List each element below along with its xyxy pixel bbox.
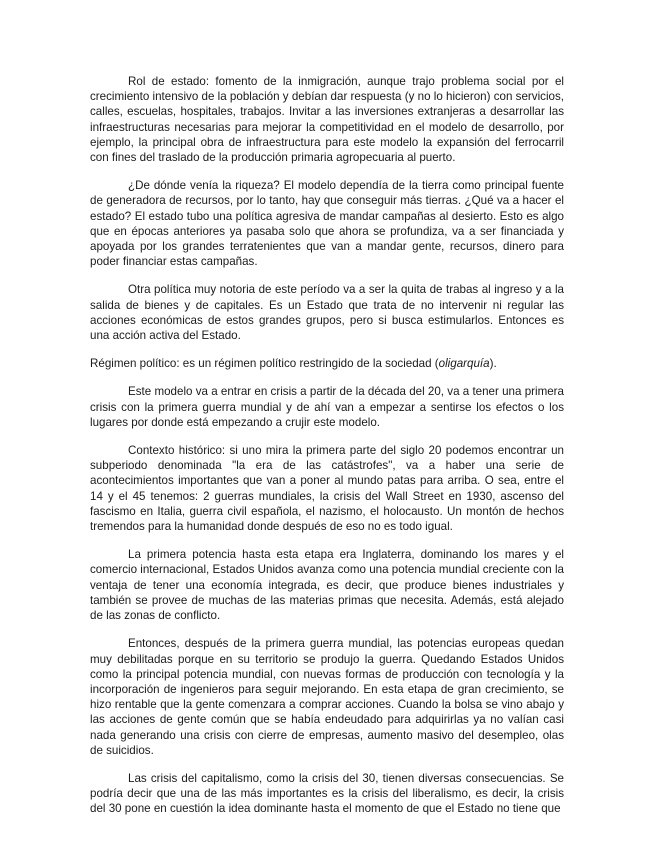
regimen-text-after: ). bbox=[489, 357, 497, 371]
document-page bbox=[90, 74, 564, 817]
paragraph-crisis-capitalismo: Las crisis del capitalismo, como la crisis del 30, tienen diversas consecuencias. Se podría decir que una de las más importantes es la crisis del liberalismo, es decir, la crisis del 30 pone en cuestión la idea dominante hasta el momento de que el Estado no tiene que bbox=[90, 771, 564, 816]
paragraph-primera-potencia: La primera potencia hasta esta etapa era Inglaterra, dominando los mares y el comercio internacional, Estados Unidos avanza como una potencia mundial creciente con la ventaja de tener una economía integrada, es decir, que produce bienes industriales y también se provee de muchas de las materias primas que necesita. Además, está alejado de las zonas de conflicto. bbox=[90, 548, 564, 623]
regimen-text-before: Régimen político: es un régimen político restringido de la sociedad ( bbox=[90, 357, 439, 371]
paragraph-riqueza: ¿De dónde venía la riqueza? El modelo dependía de la tierra como principal fuente de generadora de recursos, por lo tanto, hay que conseguir más tierras. ¿Qué va a hacer el estado? El estado tubo una política agresiva de mandar campañas al desierto. Esto es algo que en épocas anteriores ya pasaba solo que ahora se profundiza, va a ser financiada y apoyada por los grandes terratenientes que van a mandar gente, recursos, dinero para poder financiar estas campañas. bbox=[90, 179, 564, 269]
paragraph-rol-estado: Rol de estado: fomento de la inmigración, aunque trajo problema social por el crecimiento intensivo de la población y debían dar respuesta (y no lo hicieron) con servicios, calles, escuelas, hospitales, trabajos. Invitar a las inversiones extranjeras a desarrollar las infraestructuras necesarias para mejorar la competitividad en el modelo de desarrollo, por ejemplo, la principal obra de infraestructura para este modelo la expansión del ferrocarril con fines del traslado de la producción primaria agropecuaria al puerto. bbox=[90, 75, 564, 165]
regimen-emphasis: oligarquía bbox=[438, 357, 490, 371]
paragraph-politica-trabas: Otra política muy notoria de este período va a ser la quita de trabas al ingreso y a la salida de bienes y de capitales. Es un Estado que trata de no intervenir ni regular las acciones económicas de estos grandes grupos, pero si busca estimularlos. Entonces es una acción activa del Estado. bbox=[90, 283, 564, 343]
paragraph-crisis-modelo: Este modelo va a entrar en crisis a partir de la década del 20, va a tener una primera crisis con la primera guerra mundial y de ahí van a empezar a sentirse los efectos o los lugares por donde está empezando a crujir este modelo. bbox=[90, 385, 564, 429]
paragraph-regimen-politico bbox=[90, 356, 564, 371]
paragraph-despues-guerra: Entonces, después de la primera guerra mundial, las potencias europeas quedan muy debilitadas porque en su territorio se produjo la guerra. Quedando Estados Unidos como la principal potencia mundial, con nuevas formas de producción con tecnología y la incorporación de ingenieros para seguir mejorando. En esta etapa de gran crecimiento, se hizo rentable que la gente comenzara a comprar acciones. Cuando la bolsa se vino abajo y las acciones de gente común que se había endeudado para adquirirlas ya no valían casi nada generando una crisis con cierre de empresas, aumento masivo del desempleo, olas de suicidios. bbox=[90, 637, 564, 757]
paragraph-contexto-historico: Contexto histórico: si uno mira la primera parte del siglo 20 podemos encontrar un subperiodo denominada "la era de las catástrofes", va a haber una serie de acontecimientos importantes que van a poner al mundo patas para arriba. O sea, entre el 14 y el 45 tenemos: 2 guerras mundiales, la crisis del Wall Street en 1930, ascenso del fascismo en Italia, guerra civil española, el nazismo, el holocausto. Un montón de hechos tremendos para la humanidad donde después de eso no es todo igual. bbox=[90, 444, 564, 534]
